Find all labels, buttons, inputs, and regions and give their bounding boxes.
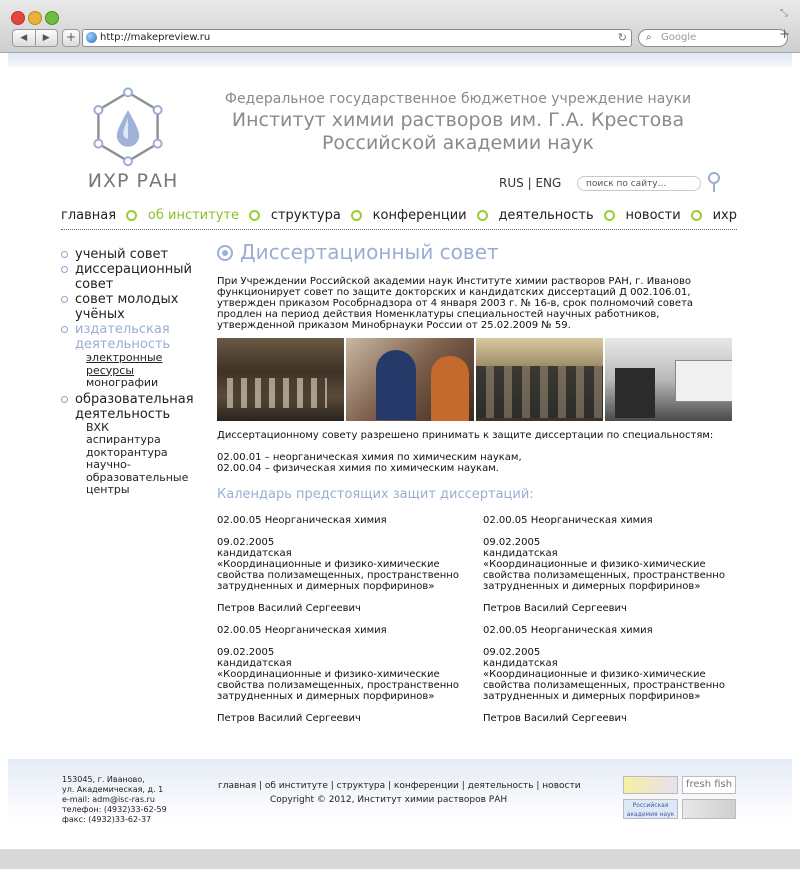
sidebar-item-dissertation-council[interactable] [61, 262, 211, 292]
institute-logo-icon[interactable] [88, 86, 168, 174]
defense-person: Петров Василий Сергеевич [483, 713, 627, 724]
sidebar-item-label: образовательная деятельность [75, 391, 194, 422]
photo-conference-hall [217, 338, 344, 421]
defense-person: Петров Василий Сергеевич [217, 713, 361, 724]
title-bullet-icon [217, 245, 233, 261]
defense-type: кандидатская [217, 658, 292, 669]
defense-entry [217, 515, 467, 614]
defense-code: 02.00.05 Неорганическая химия [483, 625, 653, 636]
sidebar [61, 247, 211, 497]
nav-news[interactable]: новости [625, 207, 681, 223]
footer-address: 153045, г. Иваново, ул. Академическая, д. 1 e-mail: adm@isc-ras.ru телефон: (4932)33-62-59 факс: (4932)33-62-37 [62, 775, 167, 824]
sidebar-item-label: издательская деятельность [75, 322, 171, 352]
nav-bullet-icon [249, 210, 260, 221]
sidebar-item-young-scientists[interactable] [61, 292, 211, 322]
page-title: Диссертационный совет [240, 240, 499, 264]
address-text: http://makepreview.ru [100, 32, 211, 43]
defense-entry [483, 515, 733, 614]
lang-separator: | [527, 176, 532, 190]
defense-date: 09.02.2005 [483, 537, 541, 548]
forward-button[interactable]: ▶ [42, 33, 50, 43]
sidebar-sub-doctorate[interactable]: докторантура [86, 445, 168, 459]
defense-person: Петров Василий Сергеевич [217, 603, 361, 614]
nav-ihr[interactable]: ихр [712, 207, 737, 223]
sidebar-sub-postgraduate[interactable]: аспирантура [86, 433, 161, 446]
close-window-button[interactable] [11, 11, 25, 25]
photo-award-ceremony [476, 338, 603, 421]
bullet-icon [61, 296, 68, 303]
nav-about[interactable]: об институте [147, 207, 239, 223]
defense-topic: «Координационные и физико-химические свойства полизамещенных, пространственно затрудненных и димерных порфиринов» [217, 669, 459, 702]
nav-home[interactable]: главная [61, 207, 117, 223]
back-button[interactable]: ◀ [13, 30, 36, 46]
sidebar-item-publishing[interactable] [61, 322, 211, 352]
sidebar-item-label: совет молодых учёных [75, 292, 179, 322]
defense-topic: «Координационные и физико-химические свойства полизамещенных, пространственно затрудненных и димерных порфиринов» [483, 559, 725, 592]
search-icon: ⌕ [646, 32, 652, 43]
browser-search-placeholder: Google [661, 32, 697, 43]
footer-copyright: Copyright © 2012, Институт химии растворов РАН [270, 795, 508, 805]
header-subtitle: Федеральное государственное бюджетное учреждение науки [224, 91, 692, 107]
browser-bottom-frame [0, 849, 800, 869]
defense-date: 09.02.2005 [483, 647, 541, 658]
defense-code: 02.00.05 Неорганическая химия [217, 625, 387, 636]
bullet-icon [61, 251, 68, 258]
sidebar-item-education[interactable] [61, 392, 211, 422]
sidebar-item-label: ученый совет [75, 247, 169, 262]
lang-eng-link[interactable]: ENG [535, 176, 562, 190]
partner-badge-youth[interactable] [623, 776, 678, 794]
nav-conferences[interactable]: конференции [372, 207, 467, 223]
reload-icon[interactable]: ↻ [617, 31, 627, 44]
bullet-icon [61, 396, 68, 403]
add-bookmark-button[interactable]: + [62, 29, 80, 47]
search-icon[interactable] [706, 171, 722, 193]
lang-rus-link[interactable]: RUS [499, 176, 524, 190]
defense-date: 09.02.2005 [217, 647, 275, 658]
defense-entry [483, 625, 733, 724]
main-nav [61, 206, 737, 224]
defense-person: Петров Василий Сергеевич [483, 603, 627, 614]
sidebar-item-label: диссерационный совет [75, 262, 192, 292]
sidebar-sub-eresources[interactable]: электронные ресурсы [86, 351, 163, 377]
defense-code: 02.00.05 Неорганическая химия [483, 515, 653, 526]
sidebar-item-academic-council[interactable] [61, 247, 211, 262]
nav-structure[interactable]: структура [270, 207, 341, 223]
partner-badge-freshfish[interactable]: fresh fish [682, 776, 736, 794]
partner-badge-ran[interactable]: Российская академия наук [623, 799, 678, 819]
minimize-window-button[interactable] [28, 11, 42, 25]
defense-type: кандидатская [483, 658, 558, 669]
header-title-line2: Российской академии наук [321, 132, 595, 154]
photo-researchers-laptop [346, 338, 473, 421]
globe-icon [86, 32, 97, 43]
defense-type: кандидатская [217, 548, 292, 559]
nav-bullet-icon [691, 210, 702, 221]
specialty-2: 02.00.04 – физическая химия по химическим наукам. [217, 463, 499, 474]
logo-text: ИХР РАН [87, 170, 179, 192]
site-search-input[interactable]: поиск по сайту... [577, 176, 701, 191]
defense-code: 02.00.05 Неорганическая химия [217, 515, 387, 526]
defense-entry [217, 625, 467, 724]
calendar-title: Календарь предстоящих защит диссертаций: [217, 487, 534, 502]
browser-search-field[interactable] [638, 29, 788, 47]
browser-toolbar [0, 0, 800, 53]
sidebar-sub-monographs[interactable]: монографии [86, 376, 159, 389]
nav-activity[interactable]: деятельность [498, 207, 594, 223]
new-tab-button[interactable]: + [779, 27, 790, 42]
nav-bullet-icon [126, 210, 137, 221]
nav-bullet-icon [351, 210, 362, 221]
address-bar[interactable] [82, 29, 632, 47]
defense-topic: «Координационные и физико-химические свойства полизамещенных, пространственно затрудненных и димерных порфиринов» [483, 669, 725, 702]
back-forward-buttons [12, 29, 58, 47]
nav-bullet-icon [604, 210, 615, 221]
language-switcher [499, 176, 561, 190]
header-title [218, 109, 698, 155]
sidebar-sub-vhk[interactable]: ВХК [86, 420, 109, 434]
sidebar-sub-research-centers[interactable]: научно-образовательные центры [86, 458, 189, 496]
defense-type: кандидатская [483, 548, 558, 559]
zoom-window-button[interactable] [45, 11, 59, 25]
defense-date: 09.02.2005 [217, 537, 275, 548]
top-band [8, 53, 792, 67]
resize-grip-icon: ⤡ [780, 8, 788, 19]
nav-divider [61, 229, 737, 230]
partner-badge-grey[interactable] [682, 799, 736, 819]
specialties-intro: Диссертационному совету разрешено принимать к защите диссертации по специальностям: [217, 430, 714, 441]
specialty-1: 02.00.01 – неорганическая химия по химическим наукам, [217, 452, 522, 463]
footer-nav[interactable]: главная | об институте | структура | конференции | деятельность | новости [218, 781, 581, 791]
photo-strip [217, 338, 732, 421]
photo-meeting-room [605, 338, 732, 421]
bullet-icon [61, 326, 68, 333]
bullet-icon [61, 266, 68, 273]
header-title-line1: Институт химии растворов им. Г.А. Крестова [231, 109, 685, 131]
intro-text: При Учреждении Российской академии наук Институте химии растворов РАН, г. Иваново функционирует совет по защите докторских и кандидатских диссертаций Д 002.106.01, утвержден приказом Рособрнадзора от 4 января 2003 г. № 16-в, срок полномочий совета продлен на период действия Номенклатуры специальностей научных работников, утвержденной приказом Минобрнауки России от 25.02.2009 № 59. [217, 276, 694, 331]
nav-bullet-icon [477, 210, 488, 221]
defense-topic: «Координационные и физико-химические свойства полизамещенных, пространственно затрудненных и димерных порфиринов» [217, 559, 459, 592]
